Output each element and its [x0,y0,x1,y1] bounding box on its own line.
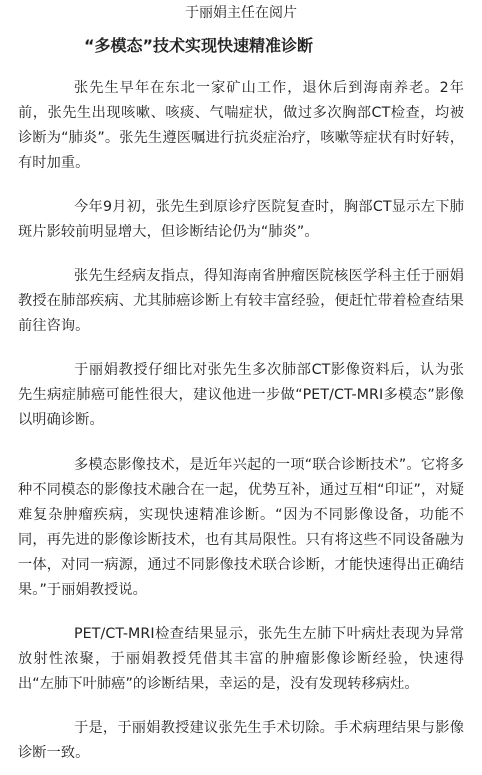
paragraph-7: 于是，于丽娟教授建议张先生手术切除。手术病理结果与影像诊断一致。 [18,720,464,761]
image-caption: 于丽娟主任在阅片 [185,5,297,21]
paragraph-4: 于丽娟教授仔细比对张先生多次肺部CT影像资料后，认为张先生病症肺癌可能性很大，建议他进一步做“PET/CT-MRI多模态”影像以明确诊断。 [18,362,464,428]
paragraph-1: 张先生早年在东北一家矿山工作，退休后到海南养老。2年前，张先生出现咳嗽、咳痰、气喘症状，做过多次胸部CT检查，均被诊断为“肺炎”。张先生遵医嘱进行抗炎症治疗，咳嗽等症状有时好转，有时加重。 [18,80,464,171]
section-title: “多模态”技术实现快速精准诊断 [84,36,314,55]
paragraph-6: PET/CT-MRI检查结果显示，张先生左肺下叶病灶表现为异常放射性浓聚，于丽娟教授凭借其丰富的肿瘤影像诊断经验，快速得出“左肺下叶肺癌”的诊断结果，幸运的是，没有发现转移病灶。 [18,626,464,692]
paragraph-2: 今年9月初，张先生到原诊疗医院复查时，胸部CT显示左下肺斑片影较前明显增大，但诊断结论仍为“肺炎”。 [18,199,464,240]
paragraph-5: 多模态影像技术，是近年兴起的一项“联合诊断技术”。它将多种不同模态的影像技术融合在一起，优势互补，通过互相“印证”，对疑难复杂肿瘤疾病，实现快速精准诊断。“因为不同影像设备，功能不同，再先进的影像诊断技术，也有其局限性。只有将这些不同设备融为一体，对同一病源，通过不同影像技术联合诊断，才能快速得出正确结果。”于丽娟教授说。 [18,457,464,598]
paragraph-3: 张先生经病友指点，得知海南省肿瘤医院核医学科主任于丽娟教授在肺部疾病、尤其肺癌诊断上有较丰富经验，便赶忙带着检查结果前往咨询。 [18,268,464,334]
